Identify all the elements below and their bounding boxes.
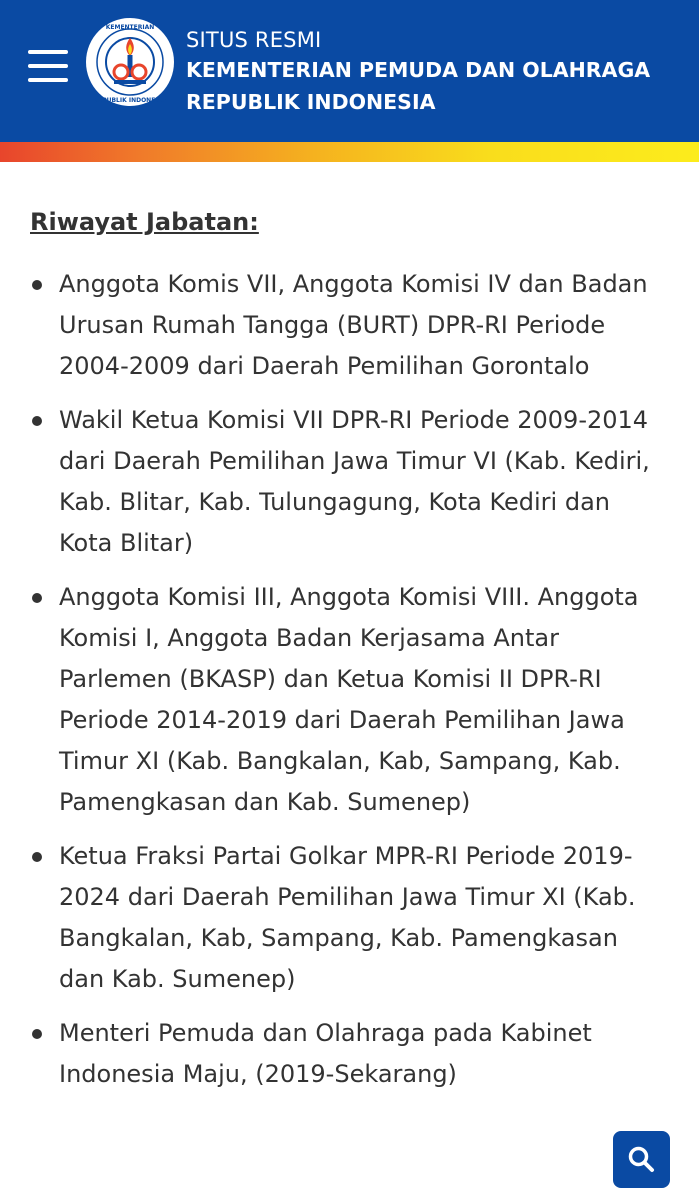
list-item (30, 400, 670, 564)
list-item-text: Menteri Pemuda dan Olahraga pada Kabinet Indonesia Maju, (2019-Sekarang) (59, 1019, 592, 1088)
main-content (30, 200, 670, 1108)
svg-text:REPUBLIK INDONESIA: REPUBLIK INDONESIA (93, 97, 167, 104)
list-item-text: Wakil Ketua Komisi VII DPR-RI Periode 2009-2014 dari Daerah Pemilihan Jawa Timur VI (Kab. Kediri, Kab. Blitar, Kab. Tulungagung, Kota Kediri dan Kota Blitar) (59, 406, 650, 557)
list-item (30, 836, 670, 1000)
site-header (0, 0, 699, 142)
site-label: SITUS RESMI (186, 28, 322, 52)
bullet-icon (32, 280, 42, 290)
search-button[interactable] (613, 1131, 670, 1188)
header-color-stripe (0, 142, 699, 162)
section-title: Riwayat Jabatan: (30, 208, 259, 236)
list-item-text: Anggota Komis VII, Anggota Komisi IV dan Badan Urusan Rumah Tangga (BURT) DPR-RI Periode 2004-2009 dari Daerah Pemilihan Gorontalo (59, 270, 648, 380)
list-item-text: Anggota Komisi III, Anggota Komisi VIII. Anggota Komisi I, Anggota Badan Kerjasama Antar Parlemen (BKASP) dan Ketua Komisi II DPR-RI Periode 2014-2019 dari Daerah Pemilihan Jawa Timur XI (Kab. Bangkalan, Kab, Sampang, Kab. Pamengkasan dan Kab. Sumenep) (59, 583, 639, 816)
site-name-line2: REPUBLIK INDONESIA (186, 90, 436, 114)
svg-text:KEMENTERIAN: KEMENTERIAN (105, 24, 155, 31)
search-icon (627, 1145, 656, 1174)
bullet-icon (32, 593, 42, 603)
career-history-list (30, 264, 670, 1095)
list-item (30, 577, 670, 823)
site-name-line1: KEMENTERIAN PEMUDA DAN OLAHRAGA (186, 58, 651, 82)
site-title-block[interactable] (186, 26, 650, 118)
list-item-text: Ketua Fraksi Partai Golkar MPR-RI Periode 2019-2024 dari Daerah Pemilihan Jawa Timur XI (Kab. Bangkalan, Kab, Sampang, Kab. Pamengkasan dan Kab. Sumenep) (59, 842, 636, 993)
kemenpora-logo[interactable] (84, 14, 176, 114)
list-item (30, 264, 670, 387)
list-item (30, 1013, 670, 1095)
bullet-icon (32, 416, 42, 426)
hamburger-menu-icon[interactable] (28, 48, 70, 84)
bullet-icon (32, 1029, 42, 1039)
bullet-icon (32, 852, 42, 862)
